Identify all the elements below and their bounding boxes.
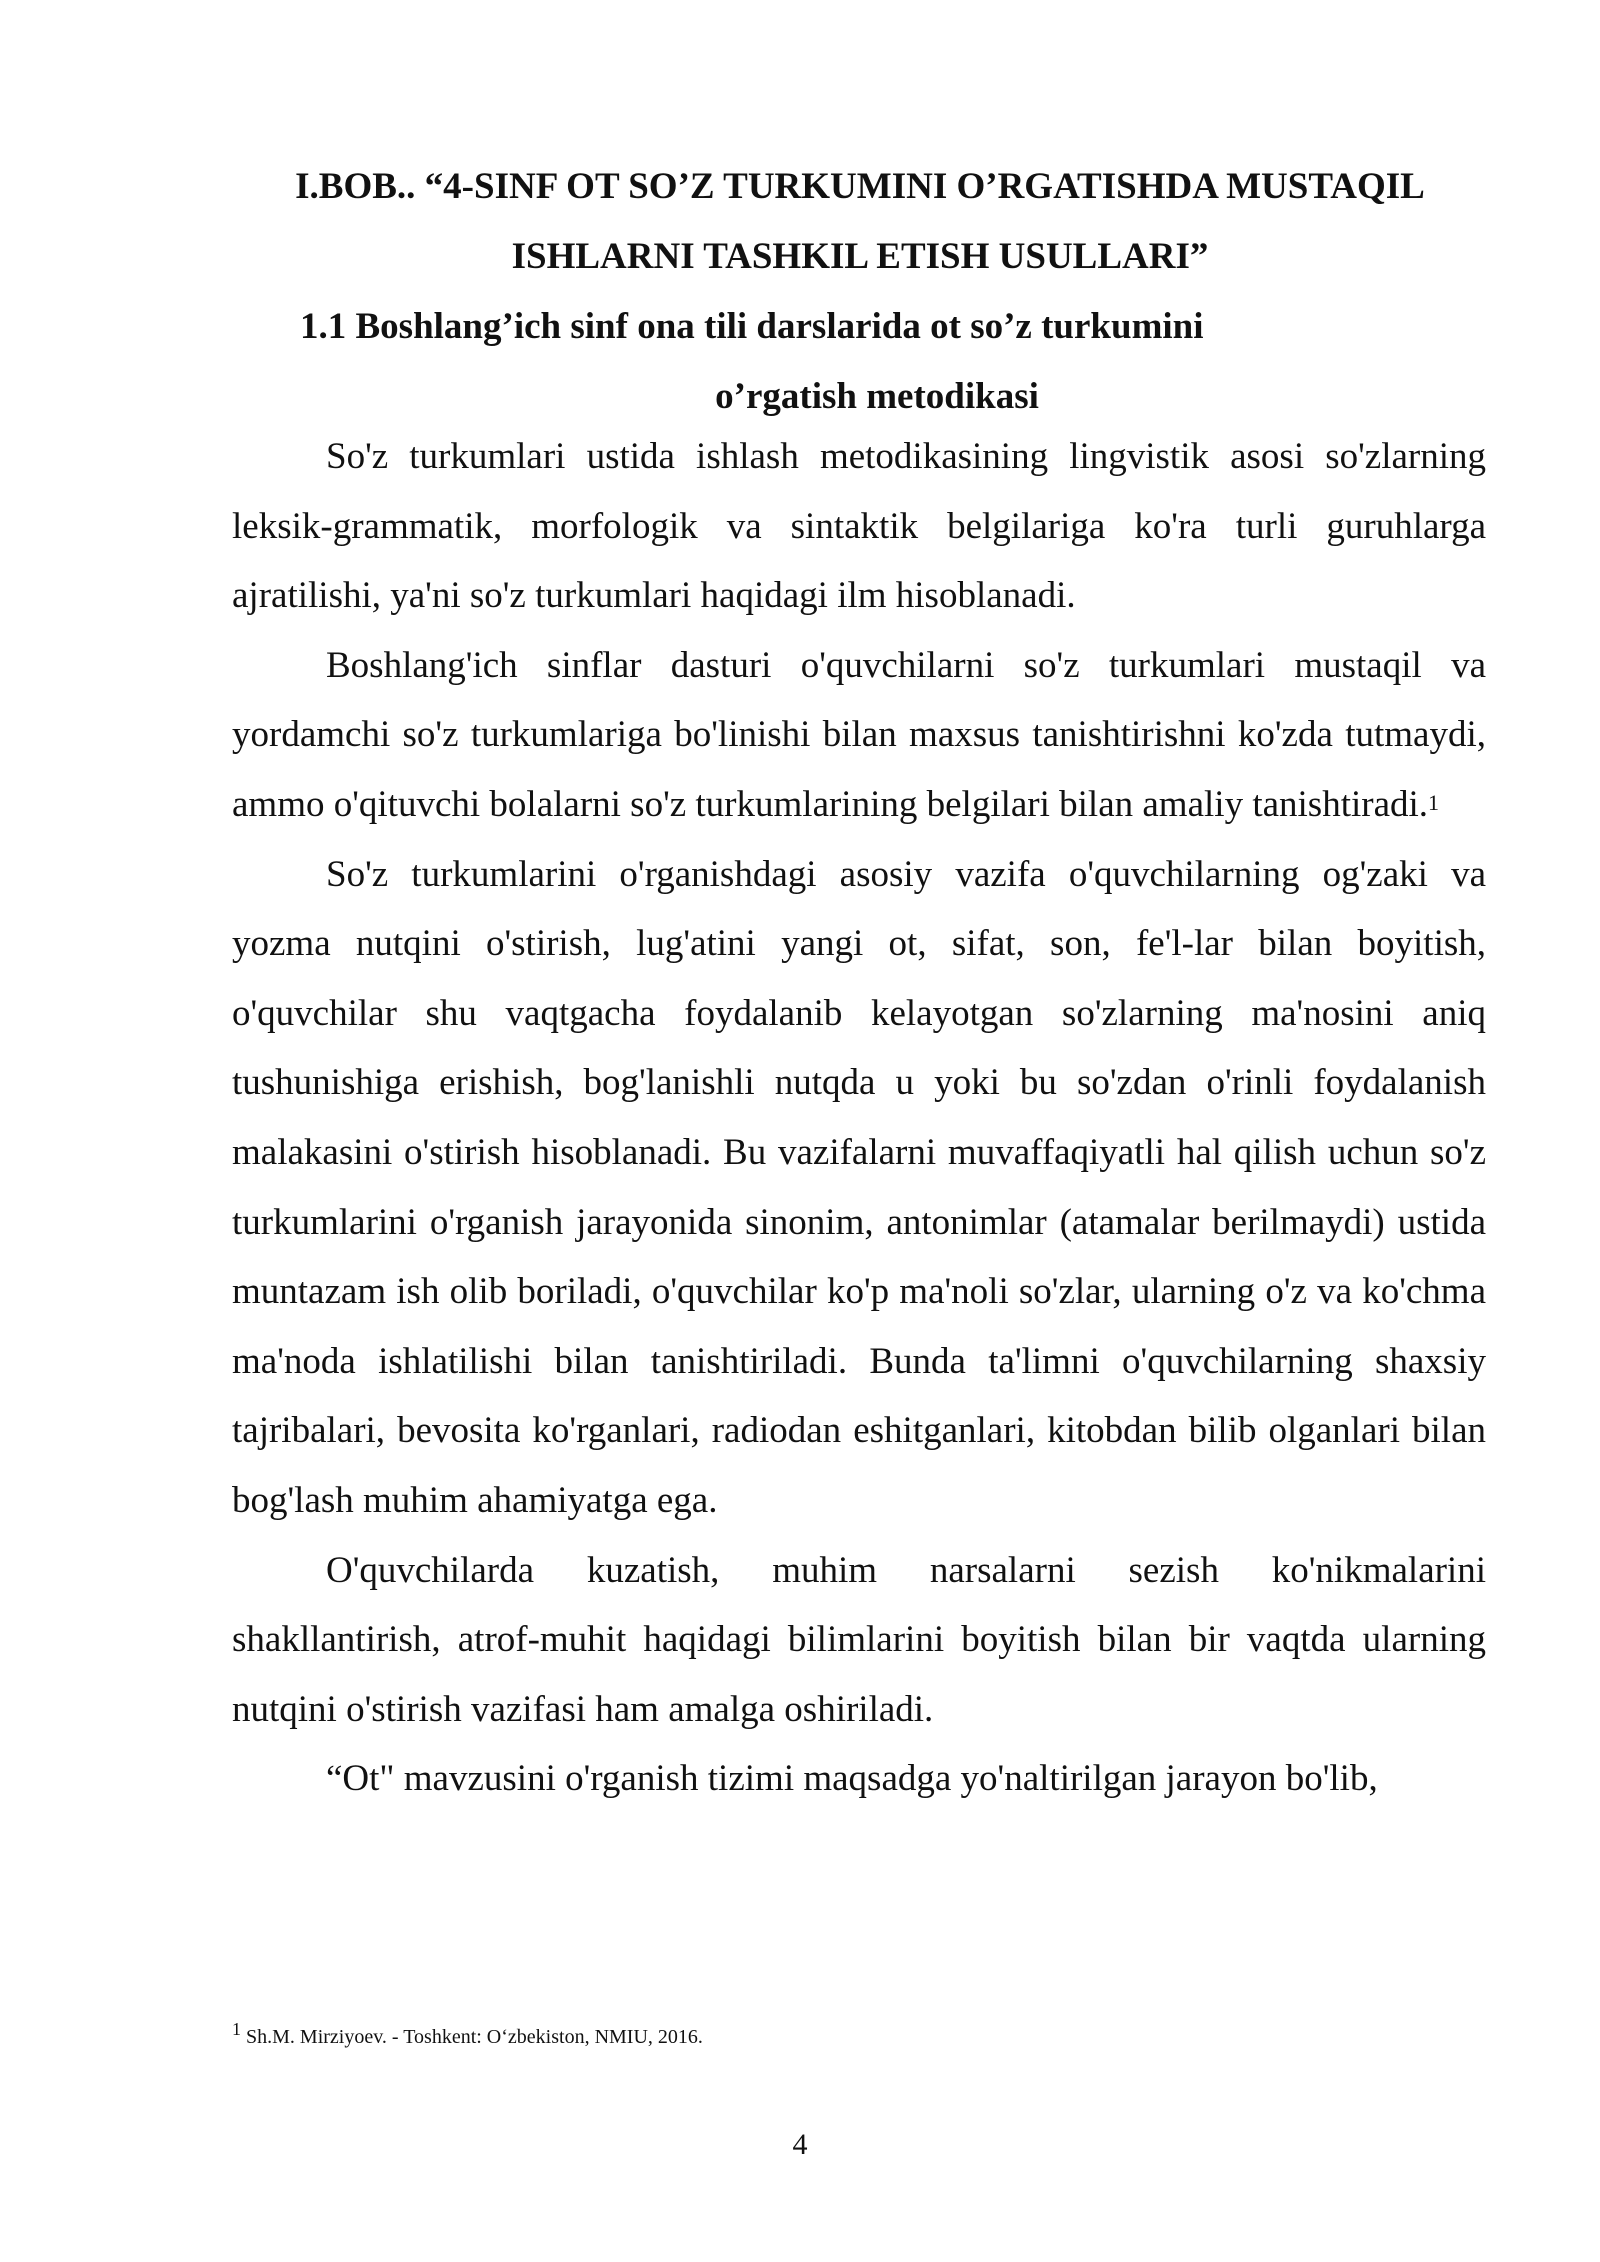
paragraph-2-text: Boshlang'ich sinflar dasturi o'quvchilarni so'z turkumlari mustaqil va yordamchi so'z turkumlariga bo'linishi bilan maxsus tanishtirishni ko'zda tutmaydi, ammo o'qituvchi bolalarni so'z turkumlarining belgilari bilan amaliy tanishtiradi. xyxy=(232,644,1486,825)
paragraph-2 xyxy=(232,631,1486,840)
chapter-title-line-1: I.BOB.. “4-SINF OT SO’Z TURKUMINI O’RGATISHDA MUSTAQIL xyxy=(295,166,1425,207)
paragraph-3: So'z turkumlarini o'rganishdagi asosiy vazifa o'quvchilarning og'zaki va yozma nutqini o'stirish, lug'atini yangi ot, sifat, son, fe'l-lar bilan boyitish, o'quvchilar shu vaqtgacha foydalanib kelayotgan so'zlarning ma'nosini aniq tushunishiga erishish, bog'lanishli nutqda u yoki bu so'zdan o'rinli foydalanish malakasini o'stirish hisoblanadi. Bu vazifalarni muvaffaqiyatli hal qilish uchun so'z turkumlarini o'rganish jarayonida sinonim, antonimlar (atamalar berilmaydi) ustida muntazam ish olib boriladi, o'quvchilar ko'p ma'noli so'zlar, ularning o'z va ko'chma ma'noda ishlatilishi bilan tanishtiriladi. Bunda ta'limni o'quvchilarning shaxsiy tajribalari, bevosita ko'rganlari, radiodan eshitganlari, kitobdan bilib olganlari bilan bog'lash muhim ahamiyatga ega. xyxy=(232,853,1486,1521)
section-title-line-2: o’rgatish metodikasi xyxy=(715,376,1039,417)
page-number: 4 xyxy=(792,2128,808,2161)
section-title xyxy=(232,292,1486,432)
section-title-line-1: 1.1 Boshlang’ich sinf ona tili darslarida ot so’z turkumini xyxy=(300,306,1204,347)
paragraph-4: O'quvchilarda kuzatish, muhim narsalarni sezish ko'nikmalarini shakllantirish, atrof-muhit haqidagi bilimlarini boyitish bilan bir vaqtda ularning nutqini o'stirish vazifasi ham amalga oshiriladi. xyxy=(232,1549,1486,1730)
paragraph-5: “Ot" mavzusini o'rganish tizimi maqsadga yo'naltirilgan jarayon bo'lib, xyxy=(326,1758,1378,1800)
chapter-title xyxy=(200,152,1520,292)
footnote-text: Sh.M. Mirziyoev. - Toshkent: O‘zbekiston, NMIU, 2016. xyxy=(241,2026,703,2048)
footnote xyxy=(232,2019,1486,2052)
footnote-marker: 1 xyxy=(232,2019,241,2039)
body-text xyxy=(232,422,1486,1814)
chapter-title-line-2: ISHLARNI TASHKIL ETISH USULLARI” xyxy=(511,236,1209,277)
footnote-reference[interactable]: 1 xyxy=(1428,789,1440,815)
paragraph-1: So'z turkumlari ustida ishlash metodikasining lingvistik asosi so'zlarning leksik-grammatik, morfologik va sintaktik belgilariga ko'ra turli guruhlarga ajratilishi, ya'ni so'z turkumlari haqidagi ilm hisoblanadi. xyxy=(232,436,1486,617)
